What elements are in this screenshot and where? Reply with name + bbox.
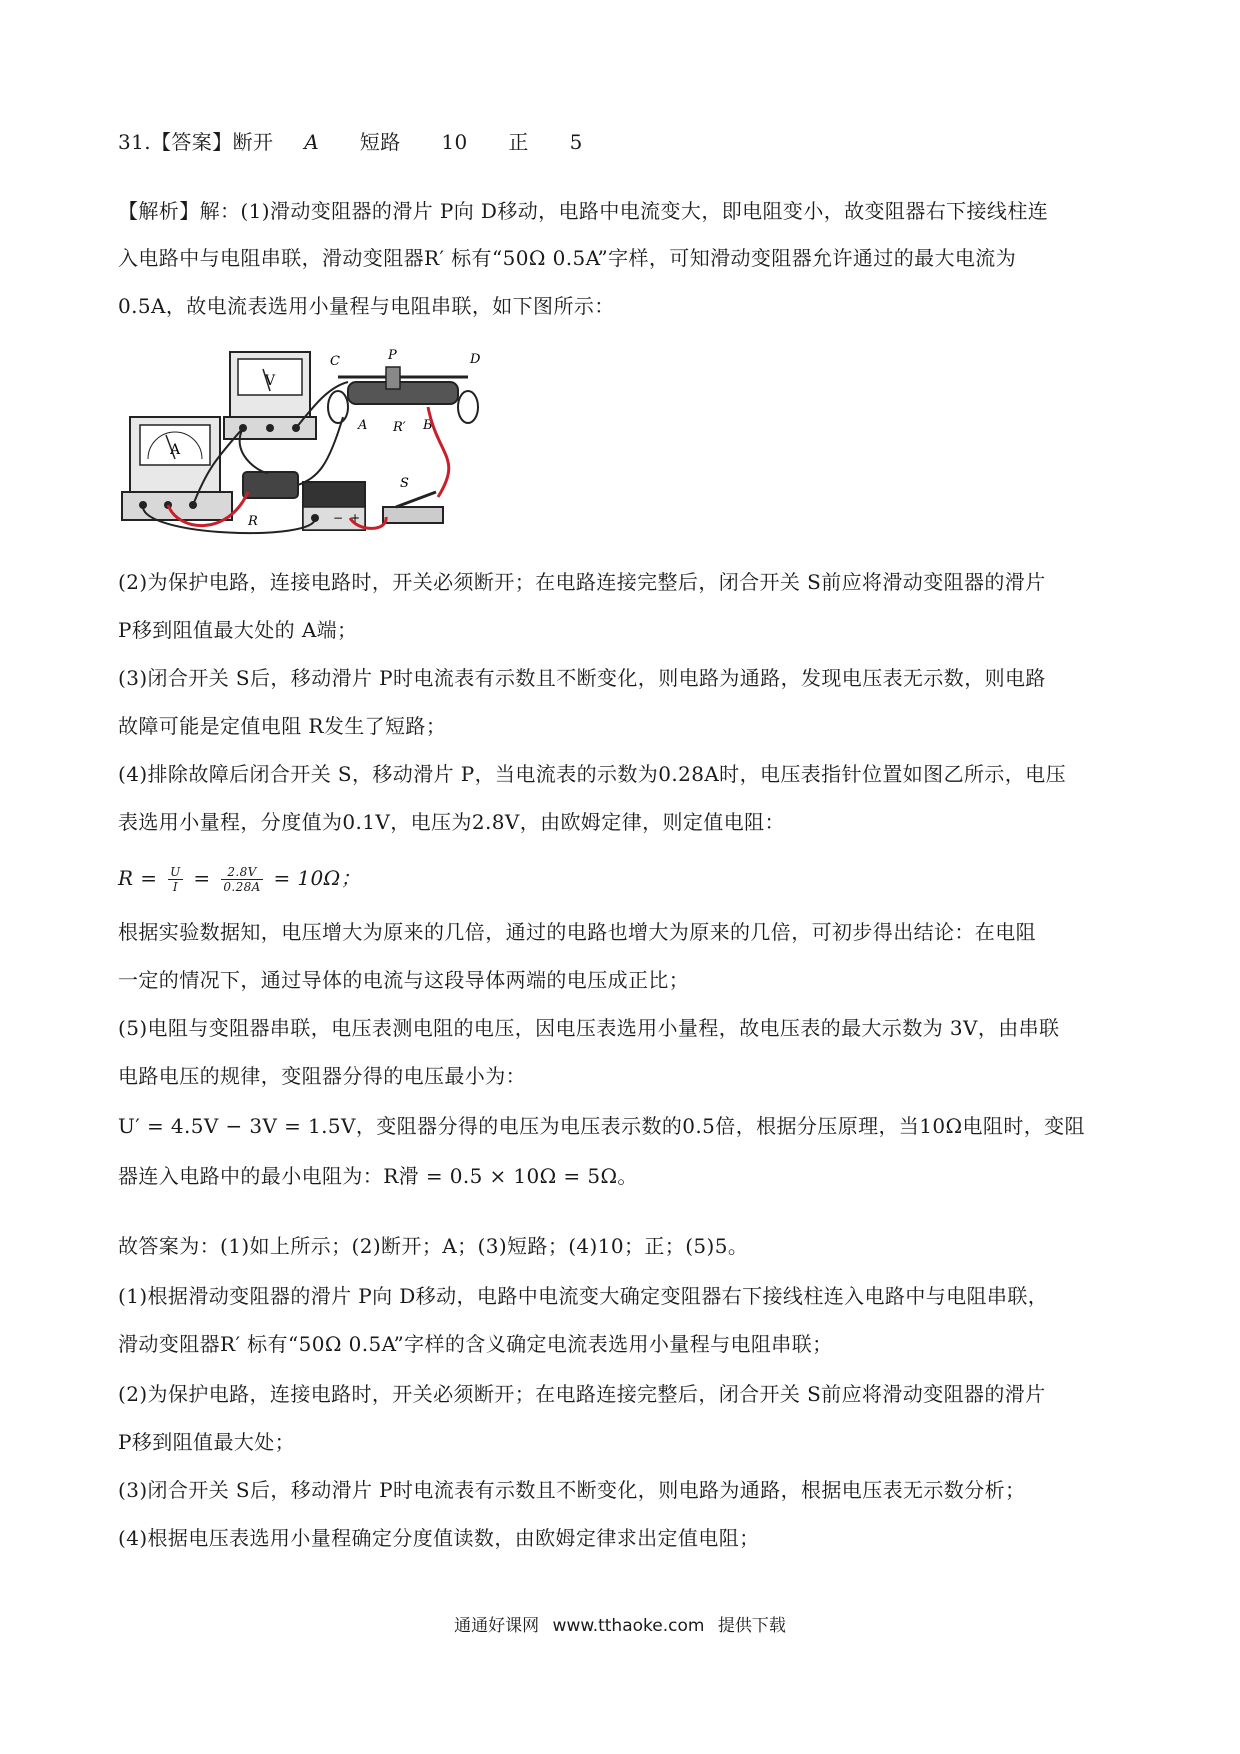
switch xyxy=(383,476,443,523)
ammeter-label: A xyxy=(169,442,181,458)
switch-label: S xyxy=(400,476,409,491)
power-minus-label: − xyxy=(333,511,344,525)
analysis-line-18: 滑动变阻器R′ 标有“50Ω 0.5A”字样的含义确定电流表选用小量程与电阻串联； xyxy=(118,1332,833,1356)
page-footer xyxy=(0,1611,1240,1636)
answer-item-5: 5 xyxy=(569,130,583,154)
answer-item-3: 10 xyxy=(441,130,468,154)
analysis-line-8: (4)排除故障后闭合开关 S，移动滑片 P，当电流表的示数为0.28A时，电压表指针位置如图乙所示，电压 xyxy=(118,762,1066,786)
analysis-line-6: (3)闭合开关 S后，移动滑片 P时电流表有示数且不断变化，则电路为通路，发现电压表无示数，则电路 xyxy=(118,666,1046,690)
power-plus-label: + xyxy=(350,511,361,525)
answer-item-2: 短路 xyxy=(359,130,401,154)
resistor-label: R xyxy=(248,514,258,529)
fraction-values xyxy=(221,865,262,894)
fraction-u-over-i xyxy=(168,865,183,894)
analysis-line-17: (1)根据滑动变阻器的滑片 P向 D移动，电路中电流变大确定变阻器右下接线柱连入电路中与电阻串联， xyxy=(118,1284,1049,1308)
analysis-line-11: 一定的情况下，通过导体的电流与这段导体两端的电压成正比； xyxy=(118,968,690,992)
analysis-line-13: 电路电压的规律，变阻器分得的电压最小为： xyxy=(118,1064,526,1088)
analysis-line-16: 故答案为：(1)如上所示；(2)断开；A；(3)短路；(4)10；正；(5)5。 xyxy=(118,1234,749,1258)
analysis-line-15: 器连入电路中的最小电阻为：R滑 = 0.5 × 10Ω = 5Ω。 xyxy=(118,1164,638,1188)
analysis-line-14: U′ = 4.5V − 3V = 1.5V，变阻器分得的电压为电压表示数的0.5倍，根据分压原理，当10Ω电阻时，变阻 xyxy=(118,1114,1085,1138)
analysis-line-20: P移到阻值最大处； xyxy=(118,1430,296,1454)
voltmeter xyxy=(224,352,316,439)
formula-result: = 10Ω； xyxy=(273,866,362,890)
fraction-u: U xyxy=(170,865,181,879)
footer-url-link[interactable]: www.tthaoke.com xyxy=(552,1616,705,1636)
rheostat-label-r-prime: R′ xyxy=(393,420,406,435)
formula-equals: = xyxy=(193,866,211,890)
voltmeter-label: V xyxy=(264,373,276,389)
resistor xyxy=(243,472,298,529)
fraction-i: I xyxy=(172,880,178,894)
analysis-line-9: 表选用小量程，分度值为0.1V，电压为2.8V，由欧姆定律，则定值电阻： xyxy=(118,810,785,834)
analysis-line-10: 根据实验数据知，电压增大为原来的几倍，通过的电路也增大为原来的几倍，可初步得出结论：在电阻 xyxy=(118,920,1036,944)
analysis-line-2: 入电路中与电阻串联，滑动变阻器R′ 标有“50Ω 0.5A”字样，可知滑动变阻器允许通过的最大电流为 xyxy=(118,246,1017,270)
formula-r-equals: R = xyxy=(118,866,158,890)
fraction-voltage: 2.8V xyxy=(221,865,262,880)
analysis-line-5: P移到阻值最大处的 A端； xyxy=(118,618,358,642)
analysis-line-1: 【解析】解：(1)滑动变阻器的滑片 P向 D移动，电路中电流变大，即电阻变小，故变阻器右下接线柱连 xyxy=(118,199,1049,223)
analysis-line-12: (5)电阻与变阻器串联，电压表测电阻的电压，因电压表选用小量程，故电压表的最大示数为 3V，由串联 xyxy=(118,1016,1060,1040)
rheostat-label-a: A xyxy=(358,418,368,433)
footer-site-name: 通通好课网 xyxy=(454,1616,540,1636)
analysis-line-22: (4)根据电压表选用小量程确定分度值读数，由欧姆定律求出定值电阻； xyxy=(118,1526,760,1550)
rheostat xyxy=(328,348,481,435)
answer-item-4: 正 xyxy=(508,130,529,154)
rheostat-label-c: C xyxy=(330,354,340,369)
answer-item-1: A xyxy=(304,130,320,154)
rheostat-label-b: B xyxy=(423,418,433,433)
rheostat-label-p: P xyxy=(388,348,397,363)
analysis-line-19: (2)为保护电路，连接电路时，开关必须断开；在电路连接完整后，闭合开关 S前应将滑动变阻器的滑片 xyxy=(118,1382,1046,1406)
fraction-current: 0.28A xyxy=(223,880,261,894)
analysis-line-7: 故障可能是定值电阻 R发生了短路； xyxy=(118,714,447,738)
footer-note: 提供下载 xyxy=(717,1616,786,1636)
analysis-line-21: (3)闭合开关 S后，移动滑片 P时电流表有示数且不断变化，则电路为通路，根据电压表无示数分析； xyxy=(118,1478,1026,1502)
analysis-line-3: 0.5A，故电流表选用小量程与电阻串联，如下图所示： xyxy=(118,294,615,318)
answer-number: 31.【答案】断开 xyxy=(118,130,274,154)
rheostat-label-d: D xyxy=(470,352,481,367)
ohms-law-formula xyxy=(118,860,1128,896)
answer-line xyxy=(118,128,1128,156)
analysis-line-4: (2)为保护电路，连接电路时，开关必须断开；在电路连接完整后，闭合开关 S前应将滑动变阻器的滑片 xyxy=(118,570,1046,594)
circuit-diagram-figure xyxy=(118,347,518,547)
ammeter xyxy=(122,417,232,520)
